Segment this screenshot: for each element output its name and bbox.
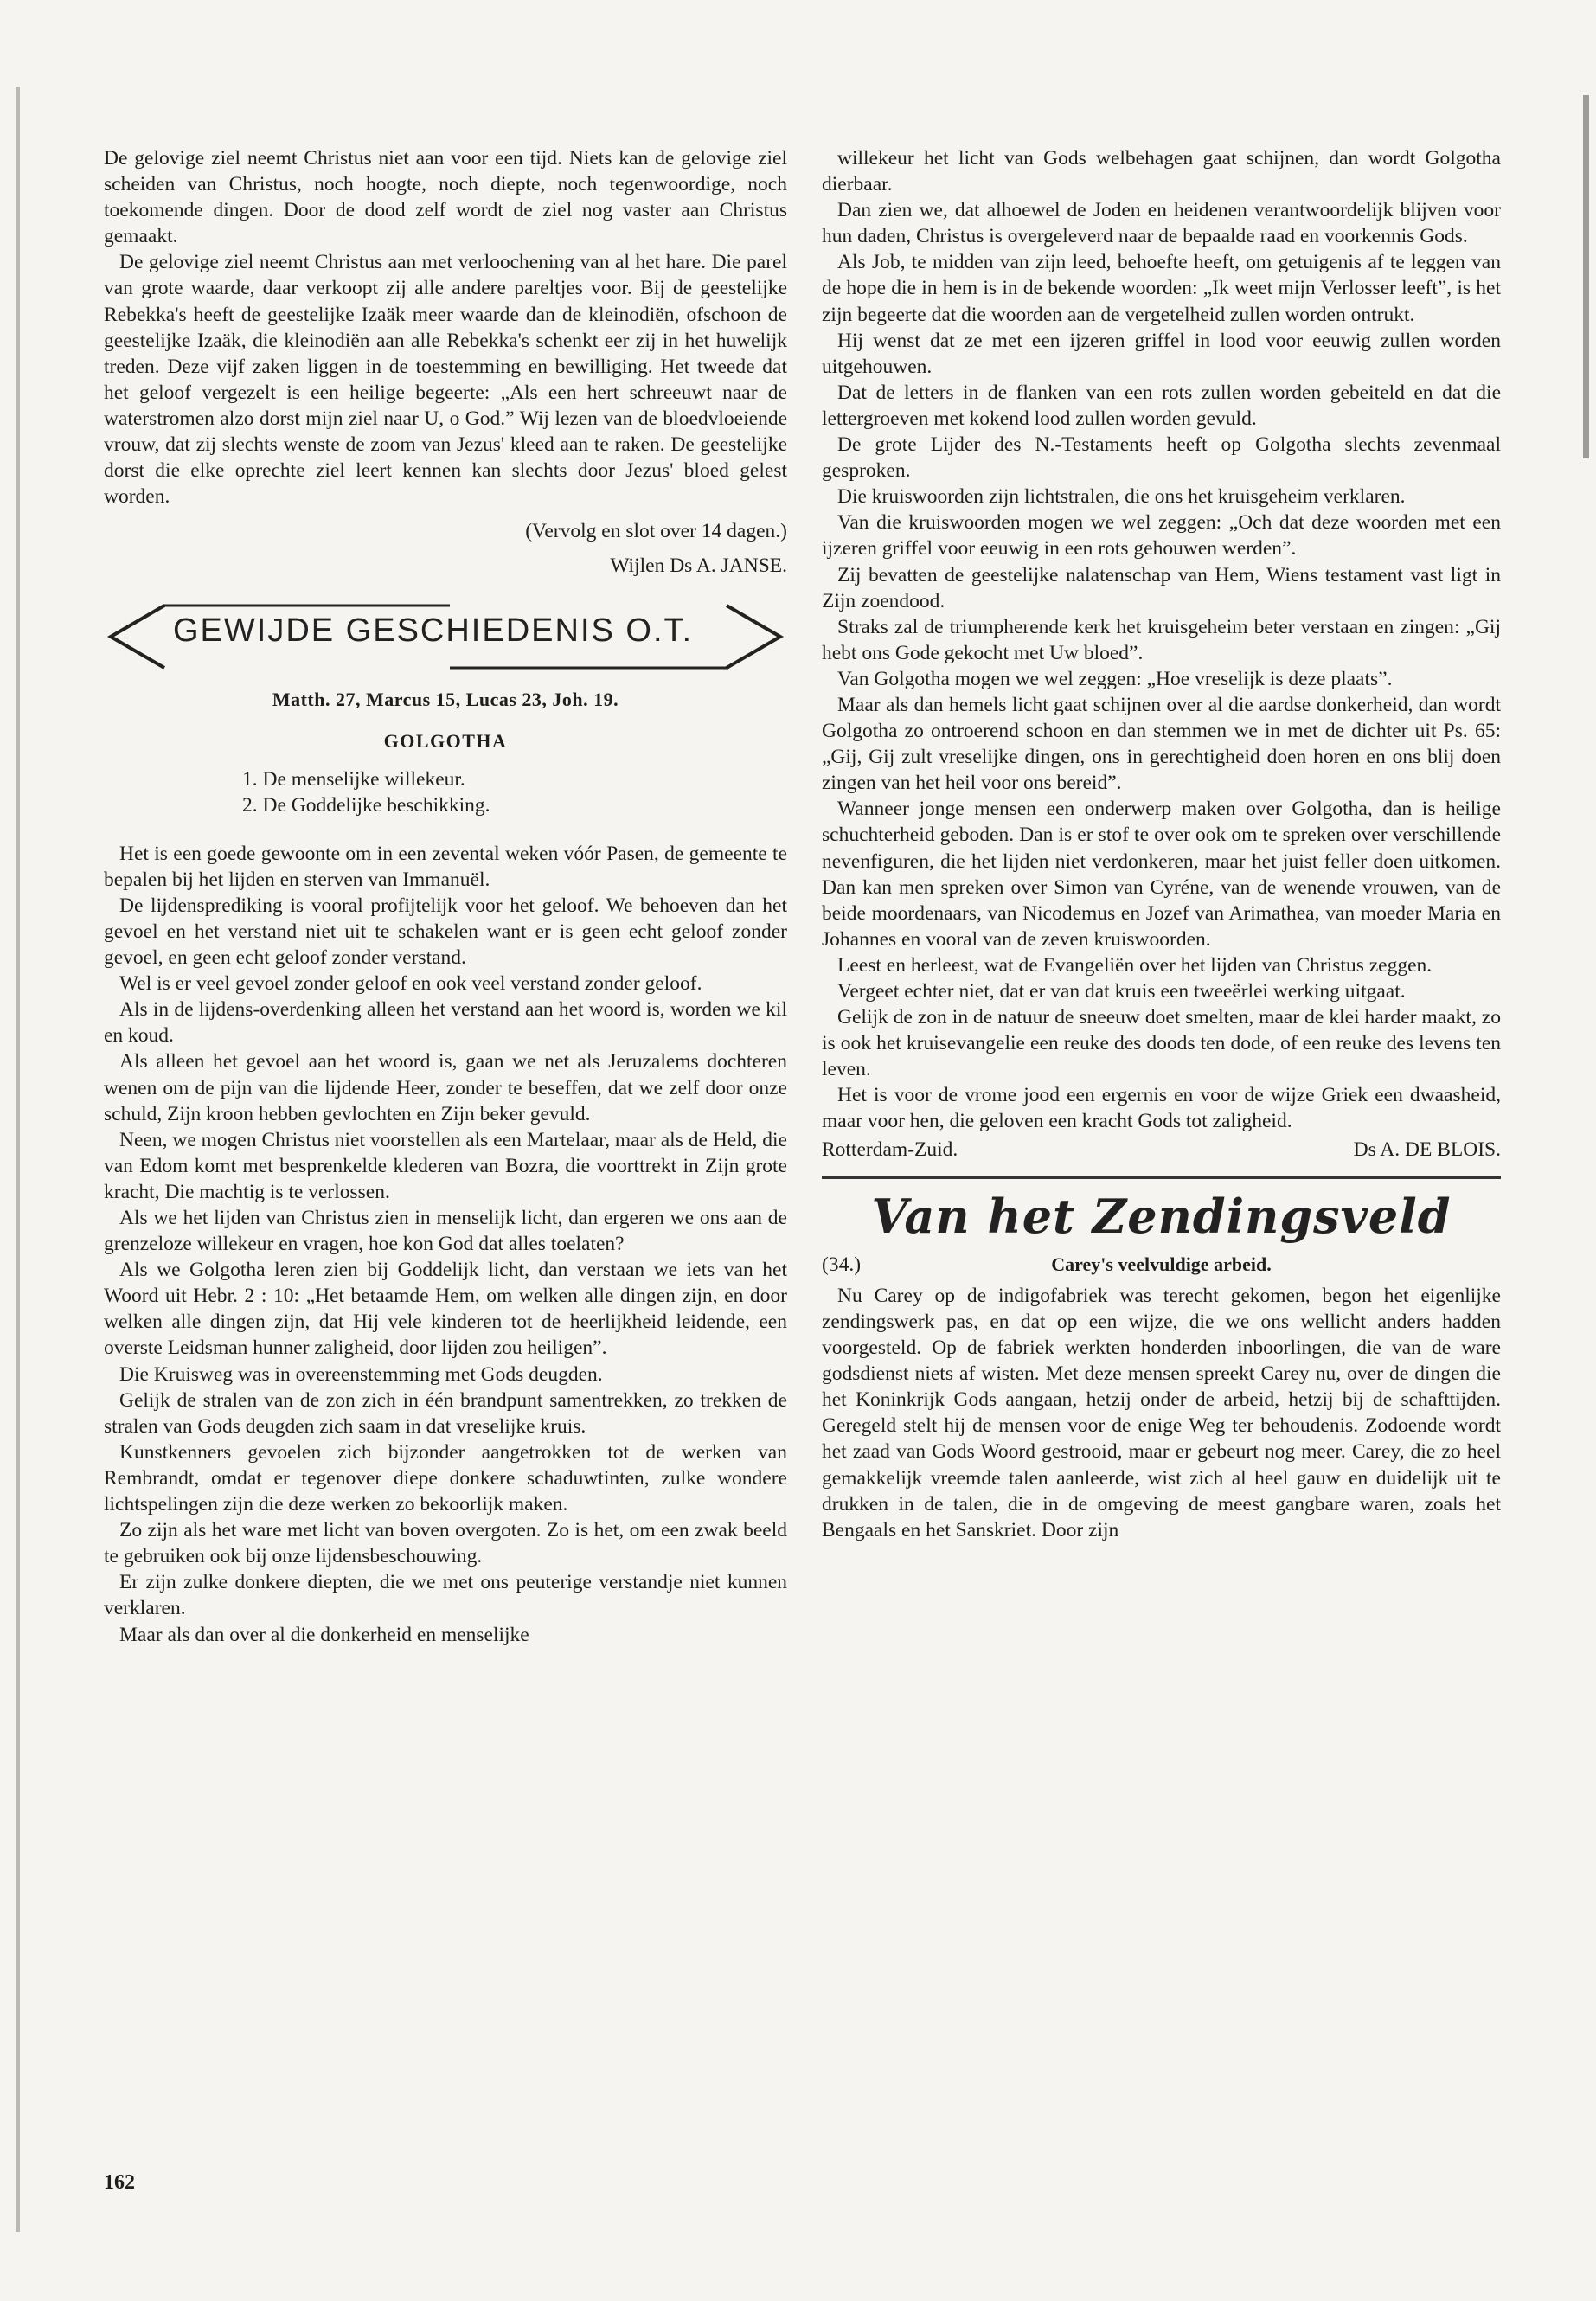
paragraph: Van die kruiswoorden mogen we wel zeggen: „Och dat deze woorden met een ijzeren griffel voor eeuwig in een rots gehouwen werden”.: [822, 511, 1501, 561]
article-title: GOLGOTHA: [383, 729, 508, 752]
paragraph: Dan zien we, dat alhoewel de Joden en heidenen verantwoordelijk blijven voor hun daden, Christus is overgeleverd naar de bepaalde raad en voorkennis Gods.: [822, 199, 1501, 248]
sermon-point: 1. De menselijke willekeur.: [242, 767, 465, 791]
paragraph: Als we het lijden van Christus zien in menselijk licht, dan ergeren we ons aan de grenzeloze willekeur en vragen, hoe kon God dat alles toelaten?: [104, 1207, 787, 1256]
scan-edge-right: [1583, 95, 1589, 458]
paragraph: Leest en herleest, wat de Evangeliën over het lijden van Christus zeggen.: [837, 953, 1433, 977]
section-heading-text: GEWIJDE GESCHIEDENIS O.T.: [173, 612, 694, 649]
paragraph: Kunstkenners gevoelen zich bijzonder aangetrokken tot de werken van Rembrandt, omdat er tegenover diepe donkere schaduwtinten, zulke wondere lichtspelingen zijn die deze werken zo bekoorlijk maken.: [104, 1440, 787, 1516]
divider: [822, 1176, 1501, 1179]
paragraph: Zij bevatten de geestelijke nalatenschap van Hem, Wiens testament vast ligt in Zijn zoendood.: [822, 563, 1501, 612]
article-body: [104, 841, 787, 1648]
paragraph: Er zijn zulke donkere diepten, die we met ons peuterige verstandje niet kunnen verklaren.: [104, 1571, 787, 1620]
sermon-points: [242, 766, 787, 818]
paragraph: Maar als dan hemels licht gaat schijnen over al die aardse donkerheid, dan wordt Golgotha zo ontroerend schoon en dan stemmen we in met de dichter uit Ps. 65: „Gij, Gij zult vreselijke dingen, ons in gerechtigheid doen horen en ons blij doen zingen van het heil voor ons bereid”.: [822, 693, 1501, 795]
sermon-point: 2. De Goddelijke beschikking.: [242, 793, 490, 817]
paragraph: De lijdensprediking is vooral profijtelijk voor het geloof. We behoeven dan het gevoel en het verstand niet uit te schakelen want er is geen echt geloof zonder gevoel, en geen echt geloof zonder verstand.: [104, 894, 787, 970]
section-heading-zendingsveld: Van het Zendingsveld: [871, 1188, 1452, 1244]
paragraph: Het is een goede gewoonte om in een zevental weken vóór Pasen, de gemeente te bepalen bij het lijden en sterven van Immanuël.: [104, 842, 787, 891]
paragraph: Straks zal de triumpherende kerk het kruisgeheim beter verstaan en zingen: „Gij hebt ons Gode gekocht met Uw bloed”.: [822, 615, 1501, 664]
paragraph: Gelijk de zon in de natuur de sneeuw doet smelten, maar de klei harder maakt, zo is ook het kruisevangelie een reuke des doods ten dode, of een reuke des levens ten leven.: [822, 1006, 1501, 1081]
article-body: [822, 145, 1501, 1135]
article-subtitle: Carey's veelvuldige arbeid.: [1051, 1253, 1272, 1275]
paragraph: De grote Lijder des N.-Testaments heeft op Golgotha slechts zevenmaal gesproken.: [822, 433, 1501, 483]
signature-place: Rotterdam-Zuid.: [822, 1138, 958, 1161]
article-number: (34.): [822, 1253, 862, 1276]
paragraph: Als alleen het gevoel aan het woord is, gaan we net als Jeruzalems dochteren wenen om de pijn van die lijdende Heer, zonder te beseffen, dat we zelf door onze schuld, Zijn kroon hebben gevlochten en Zijn beker gevuld.: [104, 1050, 787, 1125]
paragraph: Die Kruisweg was in overeenstemming met Gods deugden.: [119, 1362, 603, 1386]
signature-name: Ds A. DE BLOIS.: [1353, 1138, 1501, 1161]
paragraph: Die kruiswoorden zijn lichtstralen, die ons het kruisgeheim verklaren.: [837, 485, 1406, 509]
paragraph: Van Golgotha mogen we wel zeggen: „Hoe vreselijk is deze plaats”.: [837, 667, 1393, 690]
paragraph: Gelijk de stralen van de zon zich in één brandpunt samentrekken, zo trekken de stralen van Gods deugden zich saam in dat vreselijke kruis.: [104, 1388, 787, 1438]
paragraph: De gelovige ziel neemt Christus niet aan voor een tijd. Niets kan de gelovige ziel scheiden van Christus, noch hoogte, noch diepte, noch tegenwoordige, noch toekomende dingen. Door de dood zelf wordt de ziel nog vaster aan Christus gemaakt.: [104, 147, 787, 248]
paragraph: Wel is er veel gevoel zonder geloof en ook veel verstand zonder geloof.: [119, 972, 702, 996]
left-column: [104, 145, 787, 1648]
continuation-note: (Vervolg en slot over 14 dagen.): [525, 520, 787, 543]
paragraph: De gelovige ziel neemt Christus aan met verloochening van al het hare. Die parel van grote waarde, daar verkoopt zij alle andere pareltjes voor. Bij de geestelijke Rebekka's heeft de geestelijke Izaäk meer waarde dan de kleinodiën, ofschoon de geestelijke Izaäk, die kleinodiën aan alle Rebekka's schenkt eer zij in het huwelijk treden. Deze vijf zaken liggen in de toestemming en bewilliging. Het tweede dat het geloof vergezelt is een heilige begeerte: „Als een hert schreeuwt naar de waterstromen alzo dorst mijn ziel naar U, o God.” Wij lezen van de bloedvloeiende vrouw, dat zij slechts wenste de zoom van Jezus' kleed aan te raken. De geestelijke dorst die elke oprechte ziel leert kennen kan slechts door Jezus' bloed gelest worden.: [104, 251, 787, 509]
article-header: [822, 1252, 1501, 1278]
paragraph: Het is voor de vrome jood een ergernis en voor de wijze Griek een dwaasheid, maar voor hen, die geloven een kracht Gods tot zaligheid.: [822, 1084, 1501, 1133]
paragraph: Als we Golgotha leren zien bij Goddelijk licht, dan verstaan we iets van het Woord uit Hebr. 2 : 10: „Het betaamde Hem, om welken alle dingen zijn, en door welken alle dingen zijn, dat Hij vele kinderen tot de heerlijkheid leidende, een overste Leidsman hunner zaligheid, door lijden zou heiligen”.: [104, 1259, 787, 1360]
section-heading-gewijde-geschiedenis: [104, 602, 787, 670]
scan-edge-left: [16, 87, 20, 2232]
paragraph: Dat de letters in de flanken van een rots zullen worden gebeiteld en dat die lettergroeven met kokend lood zullen worden gevuld.: [822, 381, 1501, 430]
paragraph: Vergeet echter niet, dat er van dat kruis een tweeërlei werking uitgaat.: [837, 980, 1406, 1003]
paragraph: Neen, we mogen Christus niet voorstellen als een Martelaar, maar als de Held, die van Edom komt met besprenkelde klederen van Bozra, die voorttrekt in Zijn grote kracht, Die machtig is te verlossen.: [104, 1128, 787, 1203]
paragraph: Wanneer jonge mensen een onderwerp maken over Golgotha, dan is heilige schuchterheid geboden. Dan is er stof te over ook om te spreken over verschillende nevenfiguren, die het lijden niet verdonkeren, maar het juist feller doen uitkomen. Dan kan men spreken over Simon van Cyréne, van de wenende vrouwen, van de beide moordenaars, van Nicodemus en Jozef van Arimathea, van moeder Maria en Johannes en vooral van de zeven kruiswoorden.: [822, 798, 1501, 951]
paragraph: willekeur het licht van Gods welbehagen gaat schijnen, dan wordt Golgotha dierbaar.: [822, 147, 1501, 196]
paragraph: Als Job, te midden van zijn leed, behoefte heeft, om getuigenis af te leggen van de hope die in hem is in de bekende woorden: „Ik weet mijn Verlosser leeft”, is het zijn begeerte dat die woorden aan de vergetelheid zullen worden ontrukt.: [822, 251, 1501, 326]
article-body: [822, 1283, 1501, 1543]
signature-line: [822, 1137, 1501, 1163]
paragraph: Maar als dan over al die donkerheid en menselijke: [119, 1623, 529, 1646]
paragraph: Zo zijn als het ware met licht van boven overgoten. Zo is het, om een zwak beeld te gebruiken ook bij onze lijdensbeschouwing.: [104, 1519, 787, 1568]
right-column: [822, 145, 1501, 1543]
page-number: 162: [104, 2171, 135, 2194]
paragraph: Nu Carey op de indigofabriek was terecht gekomen, begon het eigenlijke zendingswerk pas, en dat op een wijze, die we ons wellicht anders hadden voorgesteld. Op de fabriek werkten honderden inboorlingen, die van de ware godsdienst niets af wisten. Met deze mensen spreekt Carey nu, over de dingen die het Koninkrijk Gods aangaan, hetzij onder de arbeid, hetzij bij de schafttijden. Geregeld stelt hij de mensen voor de enige Weg ter behoudenis. Zodoende wordt het zaad van Gods Woord gestrooid, maar er gebeurt nog meer. Carey, die zo heel gemakkelijk vreemde talen aanleerde, wist zich al heel gauw en duidelijk uit te drukken in de talen, die in de omgeving de meest gangbare waren, zoals het Bengaals en het Sanskriet. Door zijn: [822, 1284, 1501, 1541]
scripture-references: Matth. 27, Marcus 15, Lucas 23, Joh. 19.: [272, 688, 619, 710]
paragraph: Als in de lijdens-overdenking alleen het verstand aan het woord is, worden we kil en koud.: [104, 998, 787, 1048]
author-signature: Wijlen Ds A. JANSE.: [610, 554, 787, 578]
paragraph: Hij wenst dat ze met een ijzeren griffel in lood voor eeuwig zullen worden uitgehouwen.: [822, 329, 1501, 378]
